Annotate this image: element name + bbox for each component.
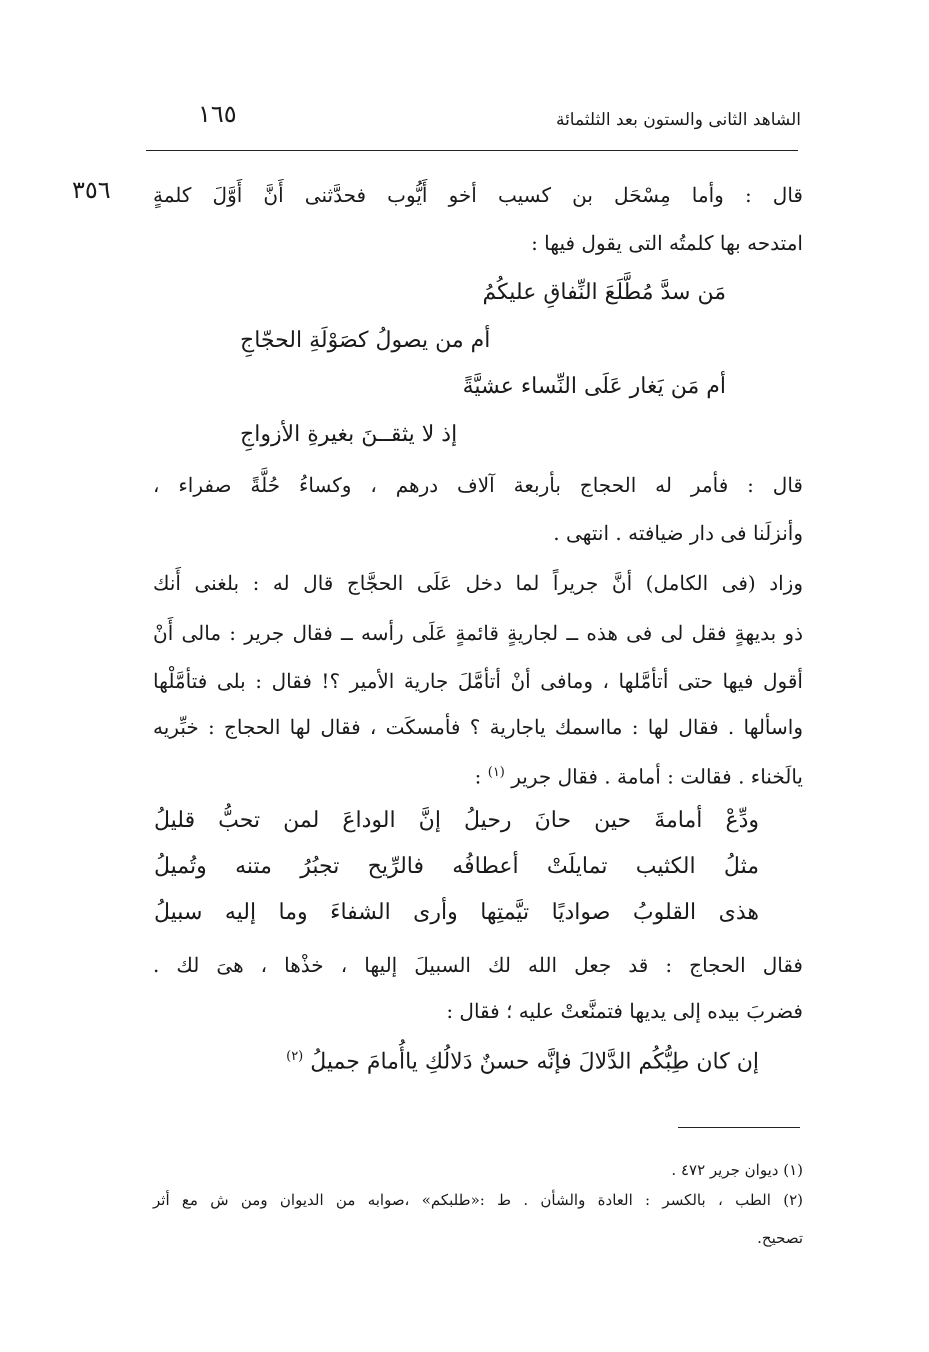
paragraph-3-line-2: ذو بديهةٍ فقل لى فى هذه ــ لجاريةٍ قائمةٍ عَلَى رأسه ــ فقال جرير : مالى أَنْ <box>153 621 803 645</box>
paragraph-2-line-1: قال : فأمر له الحجاج بأربعة آلاف درهم ، وكساءُ حُلَّةً صفراء ، <box>153 473 803 497</box>
footnote-ref-2: (٢) <box>286 1049 304 1064</box>
page-number: ١٦٥ <box>198 100 237 128</box>
verse-3: ودِّعْ أمامةَ حين حانَ رحيلُ إنَّ الوداعَ لمن تحبُّ قليلُ <box>154 808 759 833</box>
running-header-title: الشاهد الثانى والستون بعد الثلثمائة <box>555 110 801 130</box>
header-rule <box>146 150 798 151</box>
verse-2-second-hemistich: إذ لا يثقــنَ بغيرةِ الأزواجِ <box>240 422 458 447</box>
margin-citation-number: ٣٥٦ <box>72 176 111 204</box>
verse-1-first-hemistich: مَن سدَّ مُطَّلَعَ النِّفاقِ عليكُمُ <box>482 280 726 305</box>
footnote-2-line-2: تصحيح. <box>757 1229 803 1247</box>
paragraph-3-line-3: أقول فيها حتى أتأمَّلها ، ومافى أنْ أتأمَّلَ جارية الأمير ؟! فقال : بلى فتأمَّلْها <box>153 669 803 693</box>
paragraph-1-line-1: قال : وأما مِسْحَل بن كسيب أخو أَيُّوب فحدَّثنى أَنَّ أَوَّلَ كلمةٍ <box>153 183 803 207</box>
verse-5: هذى القلوبُ صواديًا تيَّمتِها وأرى الشفاءَ وما إليه سبيلُ <box>154 900 759 925</box>
verse-6 <box>286 1042 759 1077</box>
paragraph-3-line-4: واسألها . فقال لها : مااسمك ياجارية ؟ فأمسكَت ، فقال لها الحجاج : خبِّريه <box>153 715 803 739</box>
verse-1-second-hemistich: أم من يصولُ كصَوْلَةِ الحجّاجِ <box>240 328 491 353</box>
footnote-ref-1: (١) <box>487 765 505 780</box>
paragraph-3-line-5-tail: : <box>474 764 482 789</box>
verse-2-first-hemistich: أم مَن يَغار عَلَى النِّساء عشيَّةً <box>462 374 726 399</box>
verse-4: مثلُ الكثيب تمايلَتْ أعطافُه فالرِّيح تجبُرُ متنه وتُميلُ <box>154 854 759 879</box>
paragraph-3-line-5-text: يالَخناء . فقالت : أمامة . فقال جرير <box>511 764 803 789</box>
paragraph-3-line-1: وزاد (فى الكامل) أنَّ جريراً لما دخل عَلَى الحجَّاج قال له : بلغنى أَنك <box>153 571 803 595</box>
paragraph-2-line-2: وأنزلَنا فى دار ضيافته . انتهى . <box>553 521 803 545</box>
paragraph-1-line-2: امتدحه بها كلمتُه التى يقول فيها : <box>531 231 803 255</box>
paragraph-3-line-5 <box>153 758 803 792</box>
footnote-1: (١) ديوان جرير ٤٧٢ . <box>671 1161 803 1179</box>
footnote-rule <box>678 1127 800 1128</box>
footnote-2-line-1: (٢) الطب ، بالكسر : العادة والشأن . ط :«طلبكم» ،صوابه من الديوان ومن ش مع أثر <box>153 1191 803 1209</box>
verse-6-text: إن كان طِبُّكُم الدَّلالَ فإنَّه حسنٌ دَلالُكِ ياأُمامَ جميلُ <box>310 1049 759 1075</box>
paragraph-4-line-1: فقال الحجاج : قد جعل الله لك السبيلَ إليها ، خذْها ، هىَ لك . <box>153 953 803 977</box>
paragraph-4-line-2: فضربَ بيده إلى يديها فتمنَّعتْ عليه ؛ فقال : <box>446 999 803 1023</box>
